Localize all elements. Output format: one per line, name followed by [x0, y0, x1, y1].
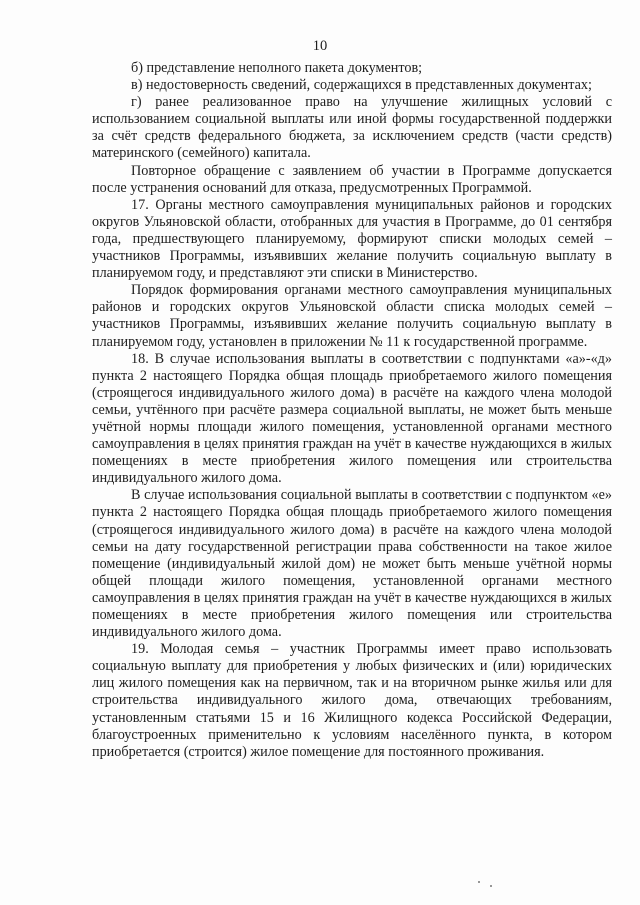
paragraph-v: в) недостоверность сведений, содержащихся в представленных документах; — [131, 77, 592, 94]
scan-speck — [478, 881, 480, 883]
paragraph-19: 19. Молодая семья – участник Программы имеет право использовать социальную выплату для приобретения у любых физических и (или) юридических лиц жилого помещения как на первичном, так и на вторичном рынке жилья или для строительства индивидуального жилого дома, отвечающих требованиям, установленным статьями 15 и 16 Жилищного кодекса Российской Федерации, благоустроенных применительно к условиям населённого пункта, в котором приобретается (строится) жилое помещение для постоянного проживания. — [92, 641, 612, 760]
paragraph-b: б) представление неполного пакета документов; — [131, 60, 423, 76]
paragraph-repeat-application: Повторное обращение с заявлением об участии в Программе допускается после устранения оснований для отказа, предусмотренных Программой. — [92, 162, 612, 196]
paragraph-list-procedure: Порядок формирования органами местного самоуправления муниципальных районов и городских округов Ульяновской области списка молодых семей – участников Программы, изъявивших желание получить социальную выплату в планируемом году, установлен в приложении № 11 к государственной программе. — [92, 282, 612, 350]
paragraph-g: г) ранее реализованное право на улучшение жилищных условий с использованием социальной выплаты или иной формы государственной поддержки за счёт средств федерального бюджета, за исключением средств (части средств) материнского (семейного) капитала. — [92, 94, 612, 162]
paragraph-18-case-e: В случае использования социальной выплаты в соответствии с подпунктом «е» пункта 2 настоящего Порядка общая площадь приобретаемого жилого помещения (строящегося индивидуального жилого дома) в расчёте на каждого члена молодой семьи на дату государственной регистрации права собственности на такое жилое помещение (индивидуальный жилой дом) не может быть меньше учётной нормы общей площади жилого помещения, установленной органами местного самоуправления в целях принятия граждан на учёт в качестве нуждающихся в жилых помещениях в месте приобретения жилого помещения или строительства индивидуального жилого дома. — [92, 487, 612, 641]
page-number: 10 — [312, 38, 328, 54]
paragraph-18: 18. В случае использования выплаты в соответствии с подпунктами «а»-«д» пункта 2 настоящего Порядка общая площадь приобретаемого жилого помещения (строящегося индивидуального жилого дома) в расчёте на каждого члена молодой семьи, учтённого при расчёте размера социальной выплаты, не может быть меньше учётной нормы площади жилого помещения, установленной органами местного самоуправления в целях принятия граждан на учёт в качестве нуждающихся в жилых помещениях в месте приобретения жилого помещения или строительства индивидуального жилого дома. — [92, 350, 612, 487]
document-body — [92, 60, 612, 761]
paragraph-17: 17. Органы местного самоуправления муниципальных районов и городских округов Ульяновской области, отобранных для участия в Программе, до 01 сентября года, предшествующего планируемому, формируют списки молодых семей – участников Программы, изъявивших желание получить социальную выплату в планируемом году, и представляют эти списки в Министерство. — [92, 196, 612, 282]
scan-speck — [490, 885, 492, 887]
